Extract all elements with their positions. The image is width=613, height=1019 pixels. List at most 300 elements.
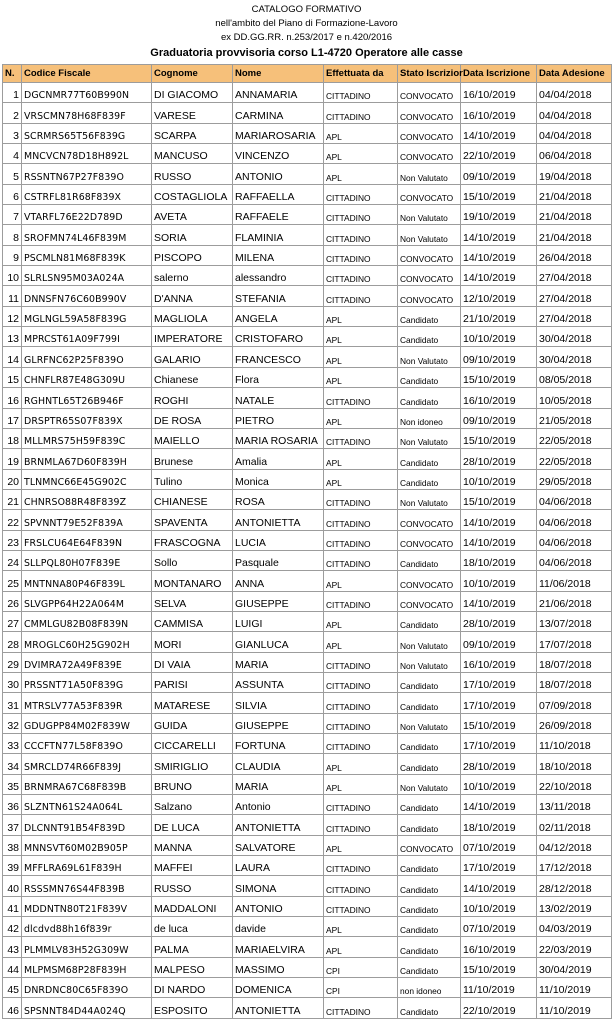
cell-made-by: APL [324,347,398,367]
cell-made-by: CITTADINO [324,184,398,204]
cell-fiscal-code: MTRSLV77A53F839R [22,693,152,713]
cell-registration-date: 16/10/2019 [461,388,537,408]
cell-fiscal-code: RGHNTL65T26B946F [22,388,152,408]
cell-made-by: APL [324,408,398,428]
cell-fiscal-code: MNNSVT60M02B905P [22,835,152,855]
cell-surname: DE ROSA [152,408,233,428]
cell-status: Candidato [398,876,461,896]
cell-adhesion-date: 27/04/2018 [537,286,612,306]
cell-fiscal-code: VRSCMN78H68F839F [22,103,152,123]
cell-registration-date: 14/10/2019 [461,266,537,286]
cell-status: CONVOCATO [398,266,461,286]
cell-surname: MORI [152,632,233,652]
cell-name: RAFFAELE [233,205,324,225]
cell-made-by: CITTADINO [324,266,398,286]
cell-number: 32 [3,713,22,733]
cell-registration-date: 10/10/2019 [461,327,537,347]
cell-status: Candidato [398,367,461,387]
cell-status: Non Valutato [398,652,461,672]
cell-fiscal-code: BRNMLA67D60F839H [22,449,152,469]
cell-registration-date: 15/10/2019 [461,184,537,204]
cell-number: 31 [3,693,22,713]
cell-surname: MAGLIOLA [152,306,233,326]
cell-registration-date: 16/10/2019 [461,103,537,123]
cell-number: 23 [3,530,22,550]
cell-number: 16 [3,388,22,408]
cell-adhesion-date: 22/05/2018 [537,449,612,469]
cell-surname: MAFFEI [152,856,233,876]
cell-name: ANTONIETTA [233,815,324,835]
cell-made-by: APL [324,306,398,326]
cell-status: Non Valutato [398,632,461,652]
cell-adhesion-date: 04/06/2018 [537,530,612,550]
cell-made-by: CITTADINO [324,530,398,550]
cell-surname: SMIRIGLIO [152,754,233,774]
cell-adhesion-date: 17/12/2018 [537,856,612,876]
cell-fiscal-code: RSSNTN67P27F839O [22,164,152,184]
cell-surname: IMPERATORE [152,327,233,347]
cell-fiscal-code: dlcdvd88h16f839r [22,917,152,937]
cell-registration-date: 16/10/2019 [461,652,537,672]
cell-name: Flora [233,367,324,387]
cell-number: 18 [3,428,22,448]
table-row [3,408,612,428]
cell-status: CONVOCATO [398,123,461,143]
cell-made-by: CITTADINO [324,876,398,896]
cell-number: 26 [3,591,22,611]
table-row [3,489,612,509]
cell-made-by: APL [324,367,398,387]
cell-fiscal-code: MLLMRS75H59F839C [22,428,152,448]
table-row [3,449,612,469]
table-row [3,164,612,184]
cell-surname: Salzano [152,795,233,815]
cell-fiscal-code: SMRCLD74R66F839J [22,754,152,774]
cell-registration-date: 14/10/2019 [461,795,537,815]
cell-number: 15 [3,367,22,387]
cell-made-by: CITTADINO [324,672,398,692]
cell-fiscal-code: DRSPTR65S07F839X [22,408,152,428]
cell-number: 37 [3,815,22,835]
cell-made-by: CITTADINO [324,652,398,672]
cell-status: Candidato [398,856,461,876]
cell-status: Non Valutato [398,713,461,733]
cell-status: Non Valutato [398,489,461,509]
cell-adhesion-date: 11/10/2019 [537,998,612,1018]
cell-fiscal-code: MLPMSM68P28F839H [22,957,152,977]
cell-adhesion-date: 04/06/2018 [537,550,612,570]
cell-made-by: APL [324,449,398,469]
cell-number: 9 [3,245,22,265]
cell-number: 39 [3,856,22,876]
cell-status: Candidato [398,388,461,408]
cell-number: 12 [3,306,22,326]
cell-number: 34 [3,754,22,774]
cell-fiscal-code: MFFLRA69L61F839H [22,856,152,876]
cell-name: CARMINA [233,103,324,123]
cell-adhesion-date: 11/10/2018 [537,734,612,754]
cell-fiscal-code: MDDNTN80T21F839V [22,896,152,916]
cell-number: 44 [3,957,22,977]
col-header-adhesion-date: Data Adesione [537,65,612,83]
cell-fiscal-code: GLRFNC62P25F839O [22,347,152,367]
cell-fiscal-code: SPVNNT79E52F839A [22,510,152,530]
table-row [3,917,612,937]
cell-fiscal-code: DVIMRA72A49F839E [22,652,152,672]
cell-fiscal-code: DNRDNC80C65F839O [22,978,152,998]
cell-number: 21 [3,489,22,509]
cell-surname: RUSSO [152,164,233,184]
cell-name: MARIA [233,774,324,794]
table-row [3,306,612,326]
cell-status: CONVOCATO [398,591,461,611]
cell-adhesion-date: 04/04/2018 [537,83,612,103]
cell-adhesion-date: 30/04/2019 [537,957,612,977]
cell-adhesion-date: 26/04/2018 [537,245,612,265]
cell-made-by: CITTADINO [324,896,398,916]
cell-number: 4 [3,144,22,164]
cell-fiscal-code: VTARFL76E22D789D [22,205,152,225]
cell-status: CONVOCATO [398,144,461,164]
cell-name: GIUSEPPE [233,713,324,733]
ranking-title: Graduatoria provvisoria corso L1-4720 Operatore alle casse [150,47,463,59]
cell-status: CONVOCATO [398,510,461,530]
table-row [3,123,612,143]
cell-surname: COSTAGLIOLA [152,184,233,204]
cell-made-by: APL [324,327,398,347]
cell-surname: GALARIO [152,347,233,367]
table-row [3,388,612,408]
catalog-title: CATALOGO FORMATIVO [251,4,362,15]
cell-surname: MAIELLO [152,428,233,448]
cell-adhesion-date: 18/07/2018 [537,672,612,692]
cell-status: Candidato [398,937,461,957]
cell-adhesion-date: 30/04/2018 [537,347,612,367]
cell-status: Candidato [398,815,461,835]
cell-adhesion-date: 21/04/2018 [537,225,612,245]
cell-adhesion-date: 22/03/2019 [537,937,612,957]
table-row [3,510,612,530]
cell-status: CONVOCATO [398,286,461,306]
cell-status: Candidato [398,795,461,815]
table-row [3,184,612,204]
cell-status: Candidato [398,672,461,692]
cell-made-by: CITTADINO [324,998,398,1018]
cell-fiscal-code: FRSLCU64E64F839N [22,530,152,550]
cell-adhesion-date: 10/05/2018 [537,388,612,408]
cell-made-by: CITTADINO [324,245,398,265]
cell-number: 35 [3,774,22,794]
cell-number: 43 [3,937,22,957]
cell-registration-date: 14/10/2019 [461,591,537,611]
cell-surname: FRASCOGNA [152,530,233,550]
cell-surname: DI VAIA [152,652,233,672]
cell-surname: DI GIACOMO [152,83,233,103]
cell-surname: de luca [152,917,233,937]
cell-surname: AVETA [152,205,233,225]
cell-surname: DE LUCA [152,815,233,835]
col-header-made-by: Effettuata da [324,65,398,83]
cell-name: Pasquale [233,550,324,570]
cell-number: 3 [3,123,22,143]
cell-surname: CHIANESE [152,489,233,509]
cell-adhesion-date: 18/10/2018 [537,754,612,774]
cell-name: STEFANIA [233,286,324,306]
cell-registration-date: 09/10/2019 [461,164,537,184]
cell-registration-date: 17/10/2019 [461,856,537,876]
cell-status: Non Valutato [398,164,461,184]
cell-registration-date: 15/10/2019 [461,489,537,509]
cell-made-by: CITTADINO [324,388,398,408]
cell-adhesion-date: 07/09/2018 [537,693,612,713]
cell-name: LAURA [233,856,324,876]
cell-name: ANTONIO [233,164,324,184]
cell-registration-date: 22/10/2019 [461,144,537,164]
cell-adhesion-date: 04/04/2018 [537,103,612,123]
cell-number: 36 [3,795,22,815]
cell-registration-date: 21/10/2019 [461,306,537,326]
cell-made-by: APL [324,774,398,794]
cell-made-by: APL [324,937,398,957]
cell-number: 17 [3,408,22,428]
table-row [3,144,612,164]
cell-adhesion-date: 06/04/2018 [537,144,612,164]
cell-registration-date: 28/10/2019 [461,611,537,631]
table-row [3,957,612,977]
cell-number: 20 [3,469,22,489]
cell-registration-date: 17/10/2019 [461,693,537,713]
cell-status: CONVOCATO [398,245,461,265]
cell-number: 11 [3,286,22,306]
table-row [3,225,612,245]
cell-registration-date: 28/10/2019 [461,449,537,469]
cell-made-by: CITTADINO [324,205,398,225]
cell-made-by: APL [324,469,398,489]
cell-registration-date: 07/10/2019 [461,835,537,855]
cell-fiscal-code: DNNSFN76C60B990V [22,286,152,306]
cell-adhesion-date: 21/06/2018 [537,591,612,611]
cell-surname: MADDALONI [152,896,233,916]
cell-name: ANTONIETTA [233,998,324,1018]
cell-made-by: APL [324,123,398,143]
table-row [3,550,612,570]
cell-surname: Tulino [152,469,233,489]
cell-name: PIETRO [233,408,324,428]
cell-name: MARIA [233,652,324,672]
cell-fiscal-code: CCCFTN77L58F839O [22,734,152,754]
cell-surname: MATARESE [152,693,233,713]
cell-name: GIUSEPPE [233,591,324,611]
cell-made-by: APL [324,754,398,774]
cell-surname: BRUNO [152,774,233,794]
table-row [3,652,612,672]
cell-registration-date: 15/10/2019 [461,957,537,977]
table-row [3,876,612,896]
col-header-number: N. [3,65,22,83]
col-header-status: Stato Iscrizior [398,65,461,83]
cell-made-by: CITTADINO [324,510,398,530]
cell-registration-date: 19/10/2019 [461,205,537,225]
cell-adhesion-date: 11/06/2018 [537,571,612,591]
cell-registration-date: 28/10/2019 [461,754,537,774]
cell-registration-date: 14/10/2019 [461,510,537,530]
cell-number: 38 [3,835,22,855]
cell-number: 24 [3,550,22,570]
cell-fiscal-code: SLRLSN95M03A024A [22,266,152,286]
cell-name: ANTONIO [233,896,324,916]
cell-status: CONVOCATO [398,835,461,855]
cell-name: LUCIA [233,530,324,550]
cell-number: 30 [3,672,22,692]
cell-status: Candidato [398,998,461,1018]
table-row [3,286,612,306]
cell-number: 2 [3,103,22,123]
cell-surname: SELVA [152,591,233,611]
table-row [3,205,612,225]
table-row [3,896,612,916]
cell-number: 45 [3,978,22,998]
cell-number: 6 [3,184,22,204]
cell-status: Candidato [398,611,461,631]
cell-fiscal-code: MNTNNA80P46F839L [22,571,152,591]
cell-status: Candidato [398,734,461,754]
cell-made-by: CITTADINO [324,225,398,245]
cell-fiscal-code: SLZNTN61S24A064L [22,795,152,815]
cell-surname: PISCOPO [152,245,233,265]
cell-adhesion-date: 13/02/2019 [537,896,612,916]
cell-surname: VARESE [152,103,233,123]
cell-made-by: CPI [324,957,398,977]
table-row [3,713,612,733]
cell-fiscal-code: BRNMRA67C68F839B [22,774,152,794]
cell-adhesion-date: 27/04/2018 [537,306,612,326]
cell-registration-date: 18/10/2019 [461,815,537,835]
cell-fiscal-code: DGCNMR77T60B990N [22,83,152,103]
cell-made-by: APL [324,632,398,652]
cell-number: 14 [3,347,22,367]
cell-name: CRISTOFARO [233,327,324,347]
cell-surname: Chianese [152,367,233,387]
table-row [3,83,612,103]
cell-status: Candidato [398,896,461,916]
cell-fiscal-code: MROGLC60H25G902H [22,632,152,652]
cell-registration-date: 12/10/2019 [461,286,537,306]
cell-adhesion-date: 18/07/2018 [537,652,612,672]
table-row [3,428,612,448]
cell-made-by: CITTADINO [324,693,398,713]
cell-registration-date: 10/10/2019 [461,469,537,489]
cell-adhesion-date: 17/07/2018 [537,632,612,652]
cell-registration-date: 10/10/2019 [461,896,537,916]
cell-registration-date: 16/10/2019 [461,83,537,103]
table-row [3,672,612,692]
cell-adhesion-date: 13/07/2018 [537,611,612,631]
cell-adhesion-date: 28/12/2018 [537,876,612,896]
cell-adhesion-date: 08/05/2018 [537,367,612,387]
cell-name: ANNA [233,571,324,591]
cell-name: MARIAROSARIA [233,123,324,143]
cell-surname: PARISI [152,672,233,692]
cell-name: FRANCESCO [233,347,324,367]
cell-registration-date: 16/10/2019 [461,937,537,957]
cell-made-by: CITTADINO [324,428,398,448]
cell-fiscal-code: TLNMNC66E45G902C [22,469,152,489]
cell-registration-date: 10/10/2019 [461,774,537,794]
cell-number: 40 [3,876,22,896]
cell-surname: D'ANNA [152,286,233,306]
cell-registration-date: 14/10/2019 [461,245,537,265]
cell-number: 41 [3,896,22,916]
cell-status: CONVOCATO [398,103,461,123]
cell-status: Candidato [398,550,461,570]
col-header-fiscal-code: Codice Fiscale [22,65,152,83]
cell-fiscal-code: CHNFLR87E48G309U [22,367,152,387]
cell-name: Amalia [233,449,324,469]
cell-surname: salerno [152,266,233,286]
table-row [3,754,612,774]
cell-registration-date: 18/10/2019 [461,550,537,570]
cell-name: FORTUNA [233,734,324,754]
table-row [3,591,612,611]
table-header-row [3,65,612,83]
cell-made-by: APL [324,144,398,164]
cell-number: 10 [3,266,22,286]
cell-fiscal-code: DLCNNT91B54F839D [22,815,152,835]
cell-surname: ROGHI [152,388,233,408]
cell-fiscal-code: PLMMLV83H52G309W [22,937,152,957]
cell-status: Candidato [398,754,461,774]
cell-surname: PALMA [152,937,233,957]
cell-status: Non Valutato [398,205,461,225]
cell-fiscal-code: SPSNNT84D44A024Q [22,998,152,1018]
cell-made-by: CITTADINO [324,286,398,306]
cell-name: MASSIMO [233,957,324,977]
cell-fiscal-code: CHNRSO88R48F839Z [22,489,152,509]
cell-adhesion-date: 19/04/2018 [537,164,612,184]
cell-adhesion-date: 30/04/2018 [537,327,612,347]
cell-name: Antonio [233,795,324,815]
cell-registration-date: 14/10/2019 [461,530,537,550]
table-row [3,245,612,265]
cell-adhesion-date: 21/05/2018 [537,408,612,428]
plan-subtitle: nell'ambito del Piano di Formazione-Lavoro [215,18,398,29]
cell-surname: SCARPA [152,123,233,143]
table-row [3,103,612,123]
cell-surname: CAMMISA [152,611,233,631]
cell-made-by: CITTADINO [324,550,398,570]
cell-registration-date: 09/10/2019 [461,408,537,428]
cell-made-by: CITTADINO [324,856,398,876]
table-row [3,571,612,591]
cell-fiscal-code: PSCMLN81M68F839K [22,245,152,265]
cell-number: 46 [3,998,22,1018]
cell-number: 27 [3,611,22,631]
cell-number: 29 [3,652,22,672]
cell-registration-date: 07/10/2019 [461,917,537,937]
cell-fiscal-code: RSSSMN76S44F839B [22,876,152,896]
cell-status: Candidato [398,327,461,347]
cell-status: Non idoneo [398,408,461,428]
cell-fiscal-code: GDUGPP84M02F839W [22,713,152,733]
cell-registration-date: 15/10/2019 [461,713,537,733]
cell-adhesion-date: 27/04/2018 [537,266,612,286]
cell-adhesion-date: 02/11/2018 [537,815,612,835]
table-row [3,266,612,286]
table-row [3,978,612,998]
cell-number: 7 [3,205,22,225]
cell-registration-date: 17/10/2019 [461,734,537,754]
cell-adhesion-date: 22/05/2018 [537,428,612,448]
